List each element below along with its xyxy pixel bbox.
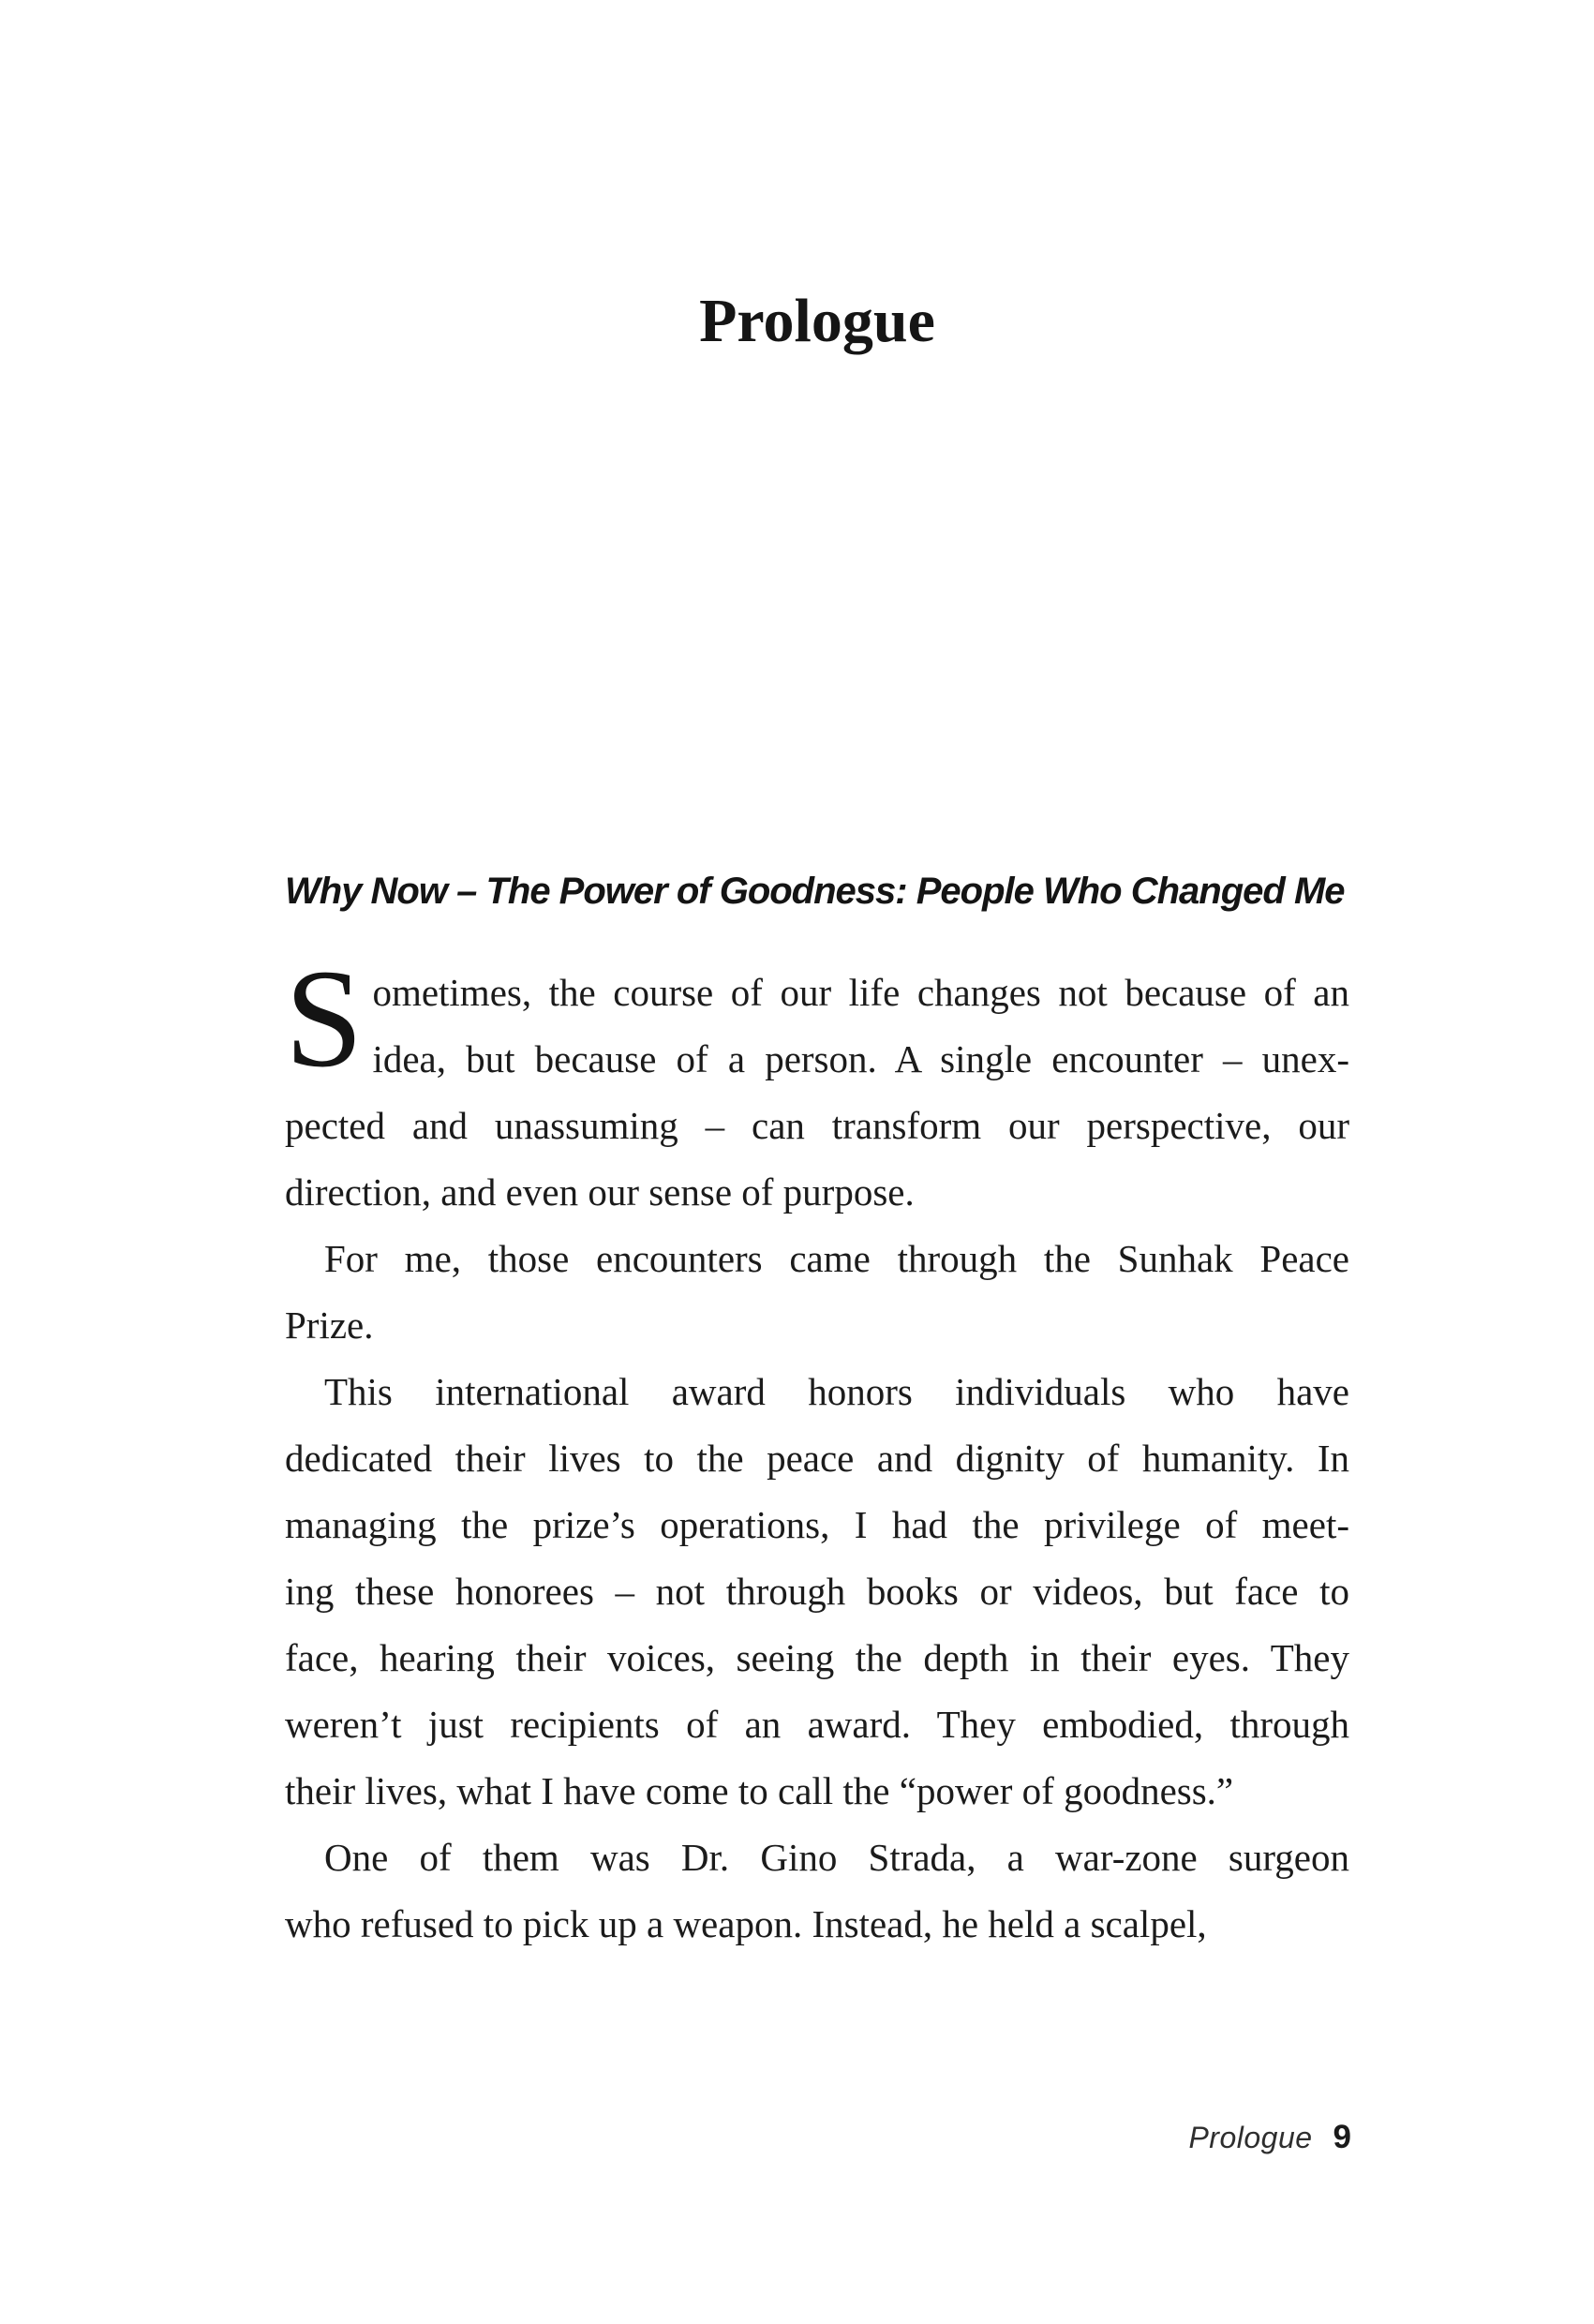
text-line: weren’t just recipients of an award. They embodied, through: [285, 1703, 1349, 1746]
text-line: Prize.: [285, 1304, 374, 1347]
page-title: Prologue: [699, 287, 935, 355]
text-line: idea, but because of a person. A single encounter – unex-: [372, 1037, 1349, 1080]
text-line: managing the prize’s operations, I had the privilege of meet-: [285, 1503, 1349, 1546]
text-line: ometimes, the course of our life changes not because of an: [372, 971, 1349, 1014]
drop-cap: S: [285, 941, 364, 1096]
text-line: ing these honorees – not through books or videos, but face to: [285, 1570, 1349, 1613]
text-line: face, hearing their voices, seeing the depth in their eyes. They: [285, 1636, 1349, 1679]
body-text: [285, 941, 1349, 1958]
text-line: For me, those encounters came through the Sunhak Peace: [324, 1237, 1349, 1280]
text-line: their lives, what I have come to call the “power of goodness.”: [285, 1769, 1234, 1812]
text-line: dedicated their lives to the peace and dignity of humanity. In: [285, 1437, 1349, 1480]
text-line: direction, and even our sense of purpose.: [285, 1170, 915, 1214]
footer-page-number: 9: [1333, 2119, 1351, 2155]
text-line: who refused to pick up a weapon. Instead, he held a scalpel,: [285, 1902, 1207, 1945]
text-line: pected and unassuming – can transform our perspective, our: [285, 1104, 1349, 1147]
footer: [285, 2120, 1351, 2156]
section-subtitle: Why Now – The Power of Goodness: People Who Changed Me: [285, 871, 1345, 912]
text-line: One of them was Dr. Gino Strada, a war-zone surgeon: [324, 1836, 1349, 1879]
footer-section-label: Prologue: [1188, 2121, 1313, 2154]
text-line: This international award honors individuals who have: [324, 1370, 1349, 1413]
